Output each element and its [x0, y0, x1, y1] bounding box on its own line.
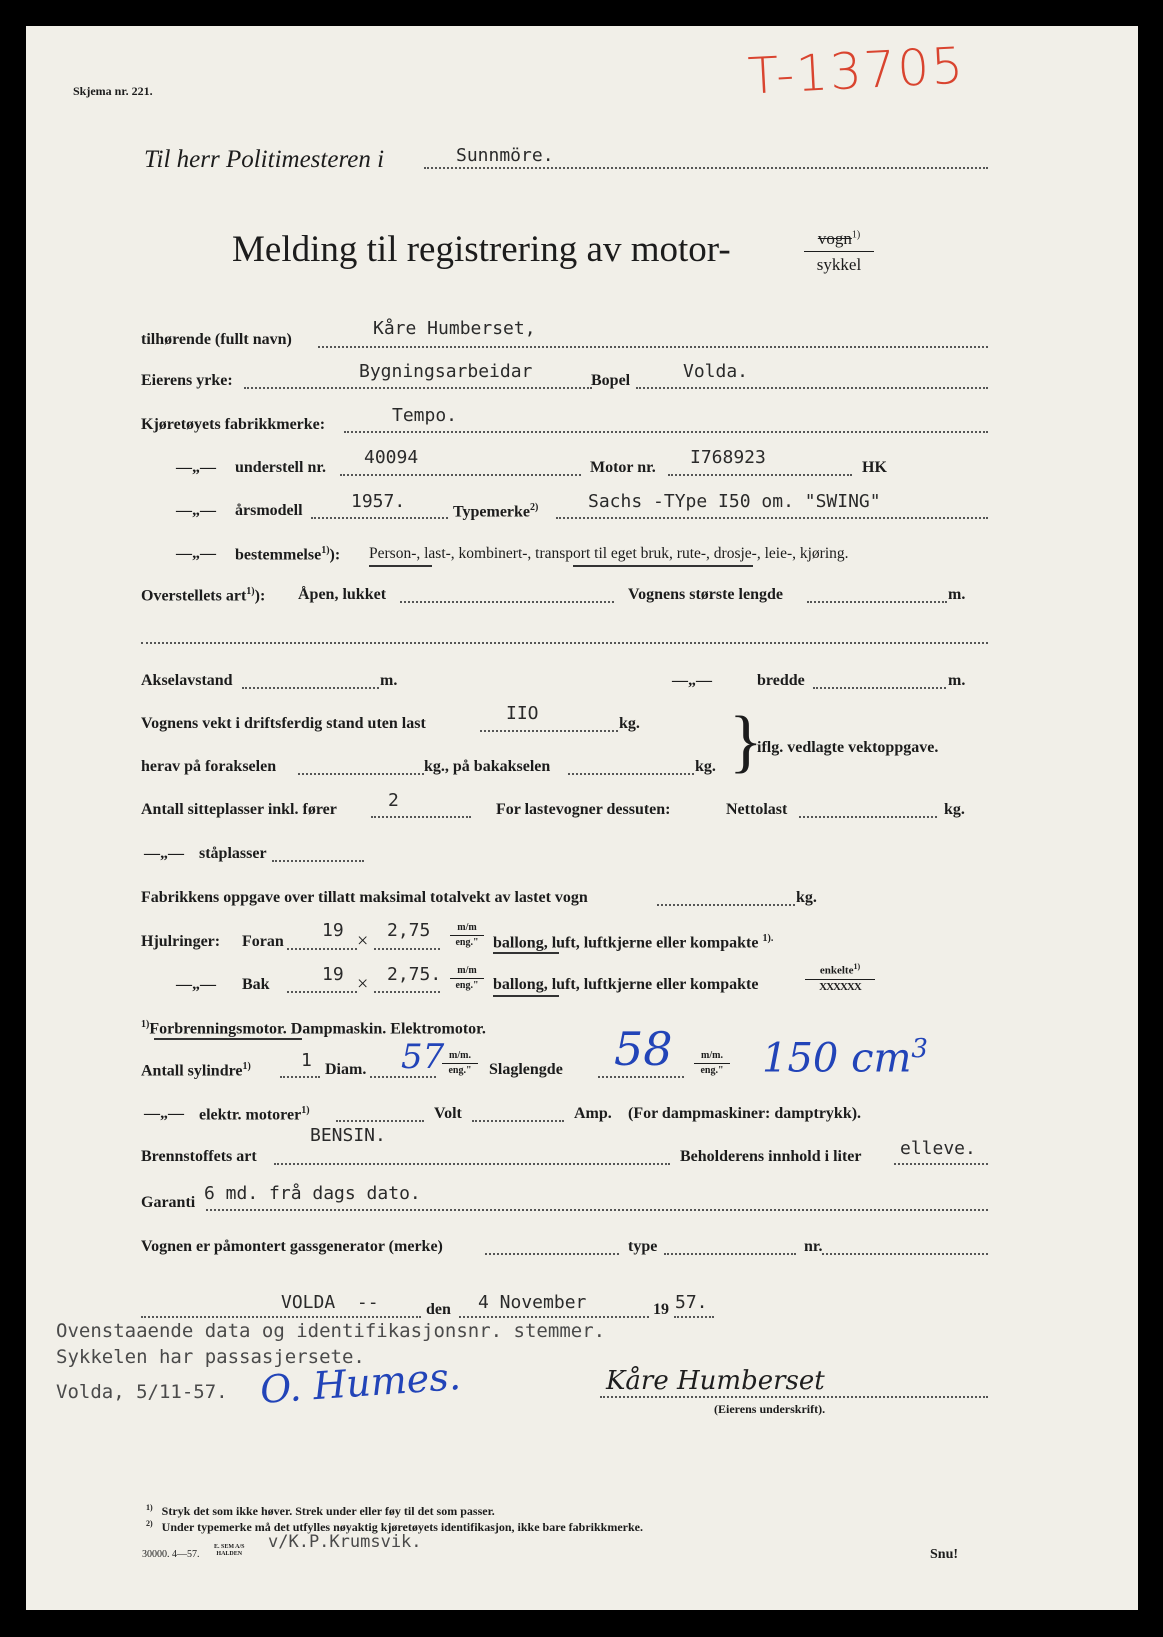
amp-label: Amp.: [574, 1105, 612, 1122]
engine-volume-text: 150 cm: [762, 1035, 912, 1082]
axle-unit: m.: [380, 672, 398, 689]
type-label: Typemerke$^{2)}$: [453, 502, 539, 521]
greeting-value: Sunnmöre.: [456, 145, 554, 166]
cylinders-label: [141, 1062, 251, 1079]
wheels-front-b: 2,75: [387, 920, 431, 941]
date-line[interactable]: [459, 1316, 649, 1318]
verification-by: v/K.P.Krumsvik.: [268, 1532, 422, 1552]
seats-value: 2: [388, 790, 399, 811]
wheels-front-unit-top: m/m: [457, 922, 477, 933]
wheels-front-types: [493, 934, 773, 951]
motor-value: I768923: [690, 447, 766, 468]
make-label: Kjøretøyets fabrikkmerke:: [141, 416, 326, 433]
wheels-front-line-b[interactable]: [374, 948, 440, 950]
purpose-sup: 1): [321, 545, 330, 556]
fuel-label: Brennstoffets art: [141, 1148, 257, 1165]
rear-axle-unit: kg.: [695, 758, 716, 775]
wheels-front-sup: 1).: [762, 933, 774, 944]
date-year-prefix: 19: [653, 1301, 669, 1318]
volt-label: Volt: [434, 1105, 462, 1122]
verification-line-2: Sykkelen har passasjersete.: [56, 1346, 365, 1368]
make-line[interactable]: [344, 431, 988, 433]
footnote-2-text: Under typemerke må det utfylles nøyaktig kjøretøyets identifikasjon, ikke bare fabrikkmerke.: [161, 1520, 643, 1534]
length-line[interactable]: [807, 601, 947, 603]
gas-line[interactable]: [485, 1253, 619, 1255]
verification-line-1: Ovenstaaende data og identifikasjonsnr. stemmer.: [56, 1320, 606, 1342]
weight-unit: kg.: [619, 715, 640, 732]
engine-types-underline: [154, 1038, 302, 1040]
engine-types-text: Forbrenningsmotor. Dampmaskin. Elektromotor.: [149, 1020, 486, 1038]
owner-signature: Kåre Humberset: [606, 1366, 825, 1396]
fuel-value: BENSIN.: [310, 1125, 386, 1146]
max-weight-unit: kg.: [796, 889, 817, 906]
axle-label: Akselavstand: [141, 672, 233, 689]
owner-value: Kåre Humberset,: [373, 318, 536, 339]
body-sup: 1): [246, 586, 255, 597]
body-label-text: Overstellets art: [141, 587, 247, 605]
wheels-rear-a: 19: [322, 964, 344, 985]
warranty-value: 6 md. frå dags dato.: [204, 1183, 421, 1204]
title-top: vogn: [817, 229, 852, 248]
stroke-label: Slaglengde: [489, 1061, 563, 1078]
footnote-1-text: Stryk det som ikke høver. Strek under eller føy til det som passer.: [161, 1504, 495, 1518]
max-weight-label: Fabrikkens oppgave over tillatt maksimal totalvekt av lastet vogn: [141, 889, 588, 906]
electric-label: [199, 1106, 310, 1123]
ditto-mark: —„—: [672, 672, 712, 689]
warranty-line[interactable]: [206, 1209, 988, 1211]
gas-nr-line[interactable]: [822, 1253, 988, 1255]
electric-line[interactable]: [336, 1120, 424, 1122]
weight-label: Vognens vekt i driftsferdig stand uten last: [141, 715, 426, 732]
motor-label: Motor nr.: [590, 459, 656, 476]
wheels-rear-unit-bottom: eng.": [455, 980, 479, 991]
wheels-single-double: [805, 963, 875, 993]
wheels-rear-label: Bak: [242, 976, 270, 993]
owner-signature-line[interactable]: [600, 1396, 988, 1398]
make-value: Tempo.: [392, 405, 458, 426]
weight-note: iflg. vedlagte vektoppgave.: [757, 739, 939, 756]
printer-name: [214, 1544, 245, 1557]
engine-volume: [762, 1034, 928, 1082]
diam-unit: [442, 1051, 478, 1076]
rear-axle-label: kg., på bakakselen: [424, 758, 551, 775]
fuel-line[interactable]: [274, 1163, 670, 1165]
width-label: bredde: [757, 672, 805, 689]
form-number: Skjema nr. 221.: [73, 84, 153, 98]
wheels-rear-times: ×: [357, 973, 369, 995]
wheels-front-underline: [493, 952, 559, 954]
wheels-front-line-a[interactable]: [287, 948, 357, 950]
occupation-line[interactable]: [244, 387, 592, 389]
residence-line[interactable]: [636, 387, 988, 389]
diam-value: 57: [401, 1037, 445, 1077]
date-year: 57.: [675, 1292, 708, 1313]
length-label: Vognens største lengde: [628, 586, 783, 603]
wheels-rear-line-a[interactable]: [287, 991, 357, 993]
gas-label: Vognen er påmontert gassgenerator (merke): [141, 1238, 443, 1255]
ditto-mark: —„—: [176, 976, 216, 993]
turn-over: Snu!: [930, 1547, 959, 1562]
date-year-line[interactable]: [674, 1316, 714, 1318]
stroke-unit: [694, 1051, 730, 1076]
motor-line[interactable]: [668, 474, 852, 476]
chassis-value: 40094: [364, 447, 419, 468]
printer-bottom: HALDEN: [216, 1550, 243, 1557]
owner-signature-caption: (Eierens underskrift).: [714, 1402, 826, 1416]
ditto-mark: —„—: [176, 459, 216, 476]
cargo-label: For lastevogner dessuten:: [496, 801, 671, 818]
gas-type-label: type: [628, 1238, 658, 1255]
body-label: Overstellets art$^{1)}$):: [141, 586, 266, 605]
purpose-underline-transport: [573, 565, 753, 567]
volt-line[interactable]: [472, 1120, 564, 1122]
diam-label: Diam.: [325, 1061, 367, 1078]
title-bottom: sykkel: [816, 255, 862, 274]
verification-line-3: Volda, 5/11-57.: [56, 1381, 228, 1403]
print-code: 30000. 4—57.: [142, 1549, 200, 1560]
date-place-line[interactable]: [141, 1316, 421, 1318]
stroke-value: 58: [614, 1022, 673, 1076]
cylinders-sup: 1): [242, 1061, 251, 1072]
wheels-rear-unit: [450, 966, 484, 991]
wheels-rear-types: ballong, luft, luftkjerne eller kompakte: [493, 976, 759, 993]
purpose-label: bestemmelse$^{1)}$):: [235, 545, 341, 564]
width-unit: m.: [948, 672, 966, 689]
greeting-label: Til herr Politimesteren i: [144, 146, 385, 173]
cylinders-label-text: Antall sylindre: [141, 1062, 243, 1080]
cylinders-line[interactable]: [280, 1076, 320, 1078]
wheels-front-unit-bottom: eng.": [455, 937, 479, 948]
printer-top: E. SEM A/S: [214, 1544, 245, 1550]
front-axle-line[interactable]: [298, 773, 424, 775]
occupation-label: Eierens yrke:: [141, 372, 233, 389]
purpose-underline-person: [369, 565, 432, 567]
steam-label: (For dampmaskiner: damptrykk).: [628, 1105, 862, 1122]
wheels-front-types-text: ballong, luft, luftkjerne eller kompakte: [493, 934, 759, 952]
wheels-front-label: Foran: [242, 933, 284, 950]
owner-line[interactable]: [318, 346, 988, 348]
axle-line[interactable]: [242, 687, 379, 689]
chassis-label: understell nr.: [235, 459, 326, 476]
date-value: 4 November: [478, 1292, 587, 1313]
ditto-mark: —„—: [176, 545, 216, 562]
footnote-1-mark: 1): [146, 1503, 153, 1512]
brace: }: [729, 703, 763, 780]
seats-label: Antall sitteplasser inkl. fører: [141, 801, 337, 818]
wheels-front-times: ×: [357, 930, 369, 952]
gas-nr-label: nr.: [804, 1238, 823, 1255]
verification-signature: O. Humes.: [258, 1354, 463, 1412]
model-year-line[interactable]: [311, 517, 448, 519]
rear-axle-line[interactable]: [568, 773, 694, 775]
model-year-label: årsmodell: [235, 502, 303, 519]
purpose-label-text: bestemmelse: [235, 546, 322, 564]
stroke-unit-bottom: eng.": [700, 1065, 724, 1076]
tank-label: Beholderens innhold i liter: [680, 1148, 862, 1165]
net-load-label: Nettolast: [726, 801, 788, 818]
seats-line[interactable]: [371, 816, 471, 818]
ditto-mark: —„—: [144, 1105, 184, 1122]
footnote-1: [146, 1504, 495, 1517]
date-den: den: [426, 1301, 451, 1318]
engine-volume-sup: 3: [911, 1034, 928, 1064]
engine-types-sup: 1): [141, 1019, 150, 1030]
weight-line[interactable]: [480, 730, 618, 732]
title-top-sup: 1): [851, 229, 861, 241]
body-line[interactable]: [400, 601, 614, 603]
ditto-mark: —„—: [144, 845, 184, 862]
title-fraction: [804, 230, 874, 273]
tank-line[interactable]: [894, 1163, 988, 1165]
electric-sup: 1): [301, 1105, 310, 1116]
wheels-rear-line-b[interactable]: [374, 991, 440, 993]
wheels-rear-unit-top: m/m: [457, 965, 477, 976]
wheels-single-sup: 1): [853, 962, 861, 971]
owner-label: tilhørende (fullt navn): [141, 331, 292, 348]
residence-value: Volda.: [683, 361, 749, 382]
wheels-double: XXXXXX: [819, 980, 861, 993]
wheels-front-a: 19: [322, 920, 344, 941]
occupation-value: Bygningsarbeidar: [359, 361, 533, 382]
body-options: Åpen, lukket: [298, 586, 387, 603]
chassis-line[interactable]: [340, 474, 581, 476]
page-title: Melding til registrering av motor-: [232, 229, 731, 270]
footnote-2: [146, 1520, 643, 1533]
hk-label: HK: [862, 459, 887, 476]
residence-label: Bopel: [591, 372, 631, 389]
gas-type-line[interactable]: [664, 1253, 796, 1255]
body-extra-line[interactable]: [141, 642, 988, 644]
diam-unit-bottom: eng.": [448, 1065, 472, 1076]
wheels-single: enkelte: [819, 964, 854, 977]
net-load-line[interactable]: [799, 816, 937, 818]
engine-types: [141, 1020, 486, 1037]
tank-value: elleve.: [900, 1138, 976, 1159]
greeting-line[interactable]: [424, 167, 988, 169]
form-page: [26, 26, 1138, 1610]
stroke-unit-top: m/m.: [701, 1050, 723, 1061]
front-axle-label: herav på forakselen: [141, 758, 277, 775]
date-place: VOLDA --: [281, 1292, 379, 1313]
length-unit: m.: [948, 586, 966, 603]
diam-unit-top: m/m.: [449, 1050, 471, 1061]
stroke-line[interactable]: [598, 1076, 684, 1078]
wheels-front-unit: [450, 923, 484, 948]
warranty-label: Garanti: [141, 1194, 196, 1211]
footnote-2-mark: 2): [146, 1519, 153, 1528]
wheels-rear-b: 2,75.: [387, 964, 442, 985]
type-sup: 2): [530, 502, 539, 513]
net-load-unit: kg.: [944, 801, 965, 818]
max-weight-line[interactable]: [657, 904, 795, 906]
type-line[interactable]: [556, 517, 988, 519]
ditto-mark: —„—: [176, 502, 216, 519]
wheels-rear-underline: [493, 995, 559, 997]
cylinders-value: 1: [301, 1050, 312, 1071]
type-value: Sachs -TYpe I50 om. "SWING": [588, 491, 881, 512]
width-line[interactable]: [813, 687, 946, 689]
weight-value: IIO: [506, 703, 539, 724]
model-year-value: 1957.: [351, 491, 406, 512]
document-number: T-13705: [746, 36, 967, 106]
purpose-options: Person-, last-, kombinert-, transport til eget bruk, rute-, drosje-, leie-, kjøring.: [369, 545, 849, 562]
wheels-label: Hjulringer:: [141, 933, 221, 950]
electric-label-text: elektr. motorer: [199, 1106, 302, 1124]
standing-label: ståplasser: [199, 845, 267, 862]
standing-line[interactable]: [272, 860, 364, 862]
